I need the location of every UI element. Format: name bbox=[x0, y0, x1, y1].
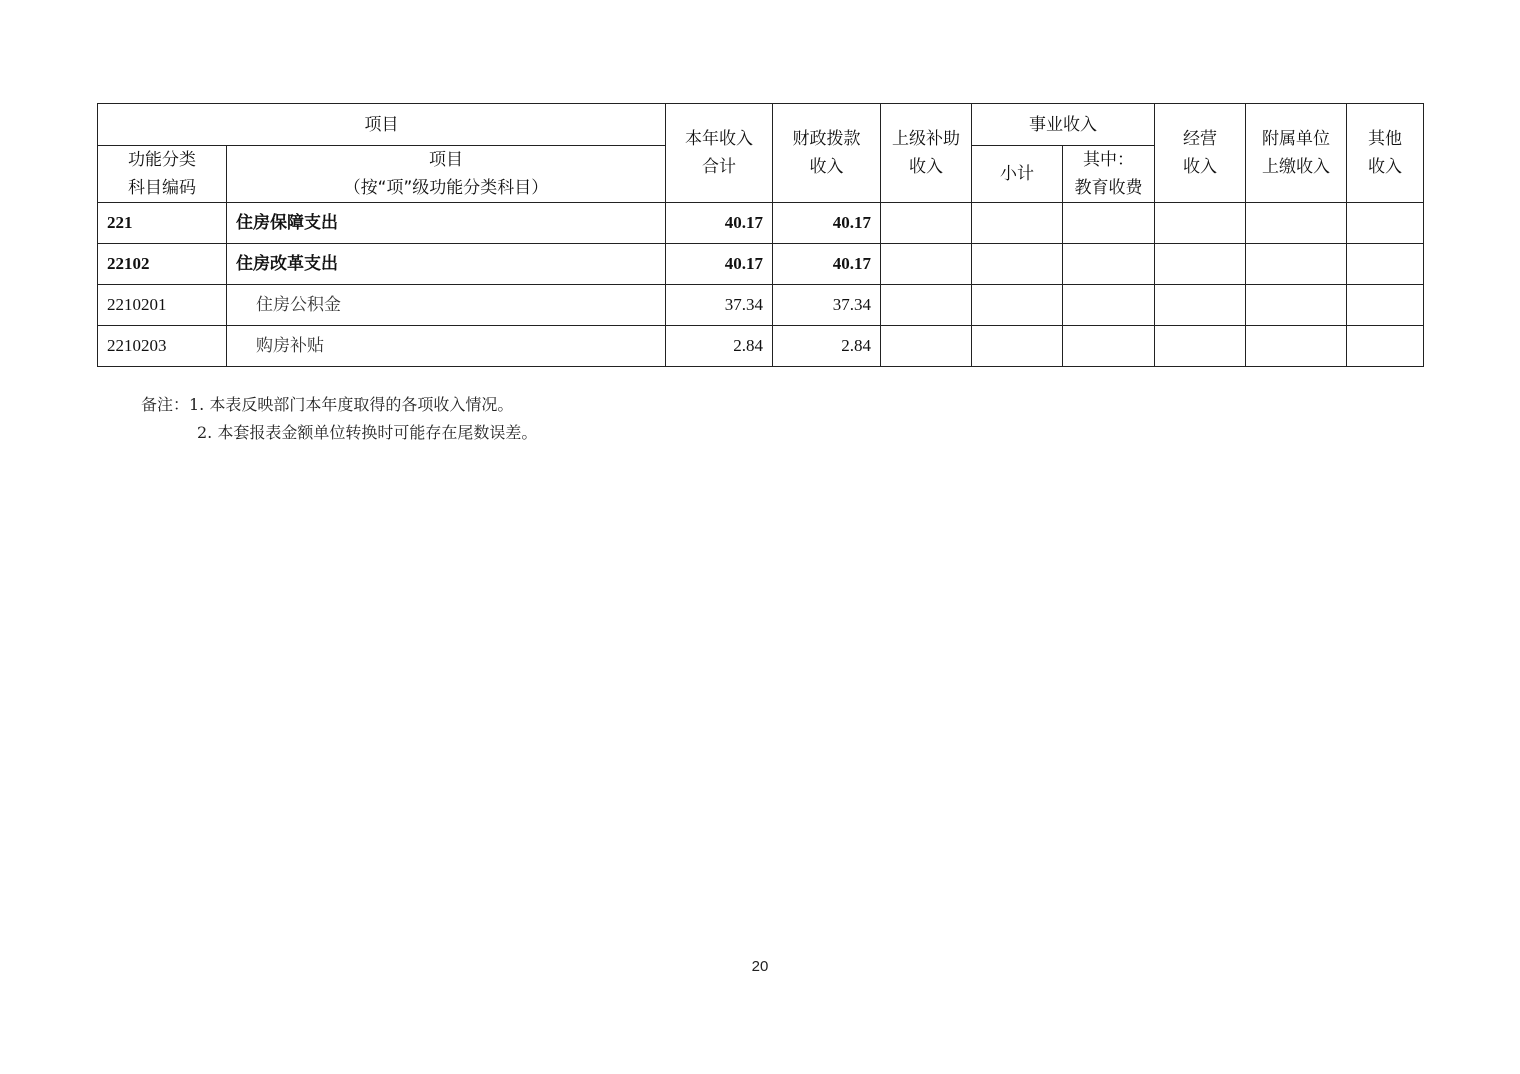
cell-other bbox=[1347, 203, 1424, 244]
header-item-line1: 项目 bbox=[429, 150, 463, 170]
header-affiliate-income bbox=[1246, 104, 1347, 203]
cell-edu bbox=[1063, 326, 1155, 367]
cell-total: 40.17 bbox=[666, 244, 773, 285]
cell-affiliate bbox=[1246, 326, 1347, 367]
header-total-income bbox=[666, 104, 773, 203]
cell-operating bbox=[1155, 244, 1246, 285]
header-func-code bbox=[98, 146, 227, 203]
cell-name: 住房公积金 bbox=[227, 285, 666, 326]
header-operating-income bbox=[1155, 104, 1246, 203]
cell-code: 2210201 bbox=[98, 285, 227, 326]
header-operating-line2: 收入 bbox=[1183, 157, 1217, 177]
cell-subtotal bbox=[972, 244, 1063, 285]
header-fiscal-line2: 收入 bbox=[809, 157, 844, 177]
cell-total: 37.34 bbox=[666, 285, 773, 326]
cell-other bbox=[1347, 244, 1424, 285]
cell-total: 2.84 bbox=[666, 326, 773, 367]
header-fiscal-income bbox=[773, 104, 881, 203]
header-edu-line1: 其中： bbox=[1083, 150, 1134, 170]
header-item-line2: （按“项”级功能分类科目） bbox=[343, 178, 549, 198]
cell-edu bbox=[1063, 203, 1155, 244]
header-superior-income bbox=[881, 104, 972, 203]
cell-total: 40.17 bbox=[666, 203, 773, 244]
header-other-income bbox=[1347, 104, 1424, 203]
header-func-code-line2: 科目编码 bbox=[128, 178, 196, 198]
page-number: 20 bbox=[751, 958, 769, 975]
header-project-group: 项目 bbox=[98, 104, 666, 146]
header-affiliate-line1: 附属单位 bbox=[1262, 129, 1330, 149]
header-business-group: 事业收入 bbox=[972, 104, 1155, 146]
header-operating-line1: 经营 bbox=[1183, 129, 1217, 149]
header-fiscal-line1: 财政拨款 bbox=[792, 129, 861, 149]
cell-subtotal bbox=[972, 326, 1063, 367]
table-row bbox=[98, 285, 1424, 326]
cell-affiliate bbox=[1246, 203, 1347, 244]
cell-code: 221 bbox=[98, 203, 227, 244]
cell-code: 2210203 bbox=[98, 326, 227, 367]
cell-other bbox=[1347, 285, 1424, 326]
header-total-line1: 本年收入 bbox=[685, 129, 753, 149]
cell-edu bbox=[1063, 285, 1155, 326]
cell-operating bbox=[1155, 285, 1246, 326]
cell-subtotal bbox=[972, 285, 1063, 326]
table-row bbox=[98, 244, 1424, 285]
header-item bbox=[227, 146, 666, 203]
header-other-line1: 其他 bbox=[1368, 129, 1402, 149]
cell-fiscal: 37.34 bbox=[773, 285, 881, 326]
header-edu-line2: 教育收费 bbox=[1074, 178, 1143, 198]
header-subtotal: 小计 bbox=[972, 146, 1063, 203]
income-table bbox=[97, 103, 1424, 367]
note-line-2: 2. 本套报表金额单位转换时可能存在尾数误差。 bbox=[197, 423, 538, 442]
cell-operating bbox=[1155, 203, 1246, 244]
header-func-code-line1: 功能分类 bbox=[128, 150, 196, 170]
cell-name: 住房保障支出 bbox=[227, 203, 666, 244]
cell-code: 22102 bbox=[98, 244, 227, 285]
cell-name: 住房改革支出 bbox=[227, 244, 666, 285]
header-superior-line2: 收入 bbox=[909, 157, 943, 177]
note-line-1: 备注：1. 本表反映部门本年度取得的各项收入情况。 bbox=[141, 395, 514, 414]
cell-superior bbox=[881, 203, 972, 244]
header-other-line2: 收入 bbox=[1368, 157, 1402, 177]
cell-subtotal bbox=[972, 203, 1063, 244]
cell-superior bbox=[881, 285, 972, 326]
table-notes bbox=[141, 391, 537, 447]
cell-operating bbox=[1155, 326, 1246, 367]
table-row bbox=[98, 326, 1424, 367]
cell-superior bbox=[881, 244, 972, 285]
header-affiliate-line2: 上缴收入 bbox=[1262, 157, 1330, 177]
cell-name: 购房补贴 bbox=[227, 326, 666, 367]
header-edu-fee bbox=[1063, 146, 1155, 203]
cell-fiscal: 40.17 bbox=[773, 203, 881, 244]
cell-superior bbox=[881, 326, 972, 367]
cell-affiliate bbox=[1246, 244, 1347, 285]
cell-edu bbox=[1063, 244, 1155, 285]
header-row-1 bbox=[98, 104, 1424, 146]
header-superior-line1: 上级补助 bbox=[892, 129, 960, 149]
cell-fiscal: 40.17 bbox=[773, 244, 881, 285]
cell-affiliate bbox=[1246, 285, 1347, 326]
cell-fiscal: 2.84 bbox=[773, 326, 881, 367]
table-row bbox=[98, 203, 1424, 244]
header-total-line2: 合计 bbox=[702, 157, 736, 177]
cell-other bbox=[1347, 326, 1424, 367]
